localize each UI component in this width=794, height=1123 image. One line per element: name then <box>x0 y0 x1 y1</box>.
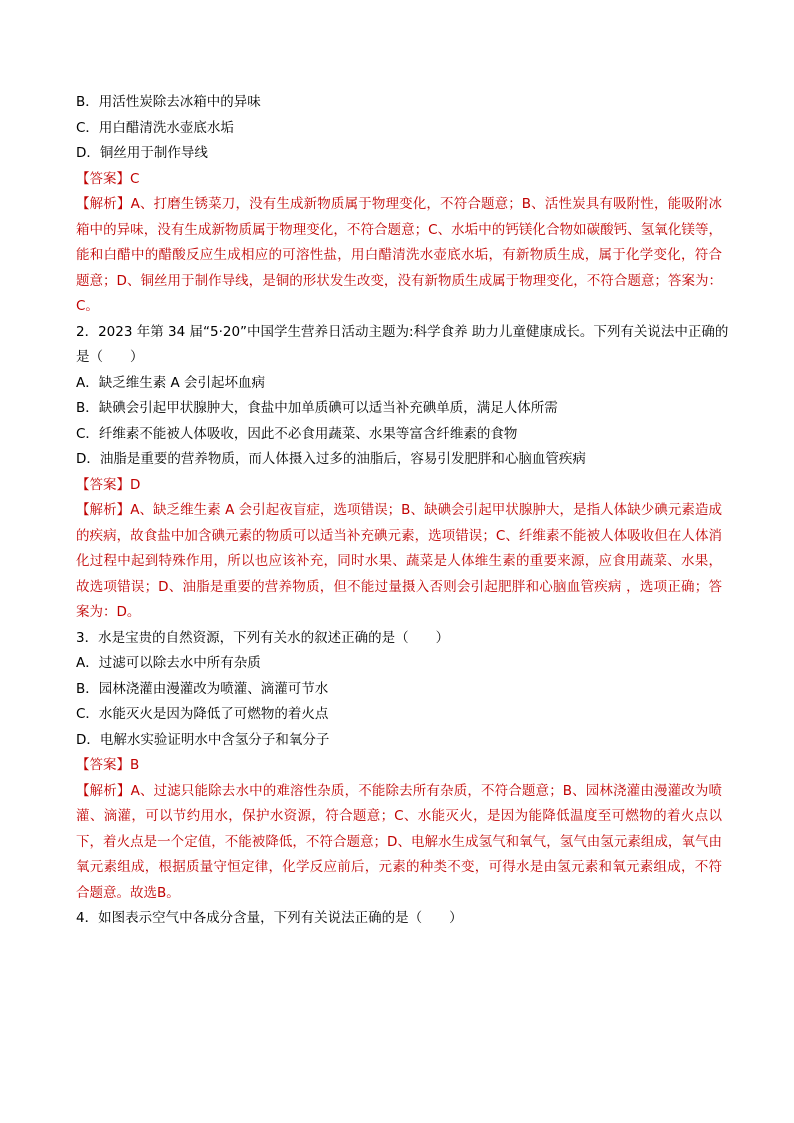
q2-answer <box>76 473 722 499</box>
q3-stem: 3．水是宝贵的自然资源，下列有关水的叙述正确的是（ ） <box>76 629 450 646</box>
answer-label: 【答案】 <box>76 170 130 187</box>
answer-value: D <box>130 476 141 493</box>
q1-option-b: B．用活性炭除去冰箱中的异味 <box>76 94 261 110</box>
q2-stem-line1: 2．2023 年第 34 届“5·20”中国学生营养日活动主题为:科学食养 助力儿童健康成长。下列有关说法中正确的 <box>76 323 729 340</box>
q2-option-a: A．缺乏维生素 A 会引起坏血病 <box>76 374 266 391</box>
answer-label: 【答案】 <box>76 757 130 773</box>
q3-option-b: B．园林浇灌由漫灌改为喷灌、滴灌可节水 <box>76 680 329 697</box>
analysis-label: 【解析】 <box>76 782 131 799</box>
q2-option-b: B．缺碘会引起甲状腺肿大，食盐中加单质碘可以适当补充碘单质，满足人体所需 <box>76 400 558 416</box>
q3-option-a: A．过滤可以除去水中所有杂质 <box>76 655 261 671</box>
answer-value: C <box>130 170 140 187</box>
q1-analysis <box>76 192 722 320</box>
q2-analysis <box>76 498 722 626</box>
q2-option-c: C．纤维素不能被人体吸收，因此不必食用蔬菜、水果等富含纤维素的食物 <box>76 425 518 442</box>
analysis-text: A、打磨生锈菜刀，没有生成新物质属于物理变化，不符合题意；B、活性炭具有吸附性，能吸附冰箱中的异味，没有生成新物质属于物理变化，不符合题意；C、水垢中的钙镁化合物如碳酸钙、氢氧化镁等，能和白醋中的醋酸反应生成相应的可溶性盐，用白醋清洗水壶底水垢，有新物质生成，属于化学变化，符合题意；D、铜丝用于制作导线，是铜的形状发生改变，没有新物质生成属于物理变化，不符合题意；答案为：C。 <box>76 196 723 314</box>
q2-option-d: D．油脂是重要的营养物质，而人体摄入过多的油脂后，容易引发肥胖和心脑血管疾病 <box>76 451 586 467</box>
analysis-label: 【解析】 <box>76 196 131 212</box>
analysis-label: 【解析】 <box>76 502 131 518</box>
analysis-text: A、过滤只能除去水中的难溶性杂质，不能除去所有杂质，不符合题意；B、园林浇灌由漫灌改为喷灌、滴灌，可以节约用水，保护水资源，符合题意；C、水能灭火，是因为能降低温度至可燃物的着火点以下，着火点是一个定值，不能被降低，不符合题意；D、电解水生成氢气和氧气，氢气由氢元素组成，氧气由氧元素组成，根据质量守恒定律，化学反应前后，元素的种类不变，可得水是由氢元素和氧元素组成，不符合题意。故选B。 <box>76 782 723 901</box>
q3-answer <box>76 753 722 779</box>
q3-option-d: D．电解水实验证明水中含氢分子和氧分子 <box>76 731 330 748</box>
analysis-text: A、缺乏维生素 A 会引起夜盲症，选项错误；B、缺碘会引起甲状腺肿大，是指人体缺少碘元素造成的疾病，故食盐中加含碘元素的物质可以适当补充碘元素，选项错误；C、纤维素不能被人体吸收但在人体消化过程中起到特殊作用，所以也应该补充，同时水果、蔬菜是人体维生素的重要来源，应食用蔬菜、水果，故选项错误；D、油脂是重要的营养物质，但不能过量摄入否则会引起肥胖和心脑血管疾病 ，选项正确；答案为：D。 <box>76 502 722 620</box>
q1-option-c: C．用白醋清洗水壶底水垢 <box>76 119 234 136</box>
q3-analysis <box>76 779 722 907</box>
q2-stem-line2: 是（ ） <box>76 349 144 365</box>
q3-option-c: C．水能灭火是因为降低了可燃物的着火点 <box>76 706 329 722</box>
answer-value: B <box>130 757 140 773</box>
answer-label: 【答案】 <box>76 476 130 493</box>
q1-answer <box>76 167 722 193</box>
q1-option-d: D．铜丝用于制作导线 <box>76 145 208 161</box>
q4-stem: 4．如图表示空气中各成分含量，下列有关说法正确的是（ ） <box>76 910 463 926</box>
